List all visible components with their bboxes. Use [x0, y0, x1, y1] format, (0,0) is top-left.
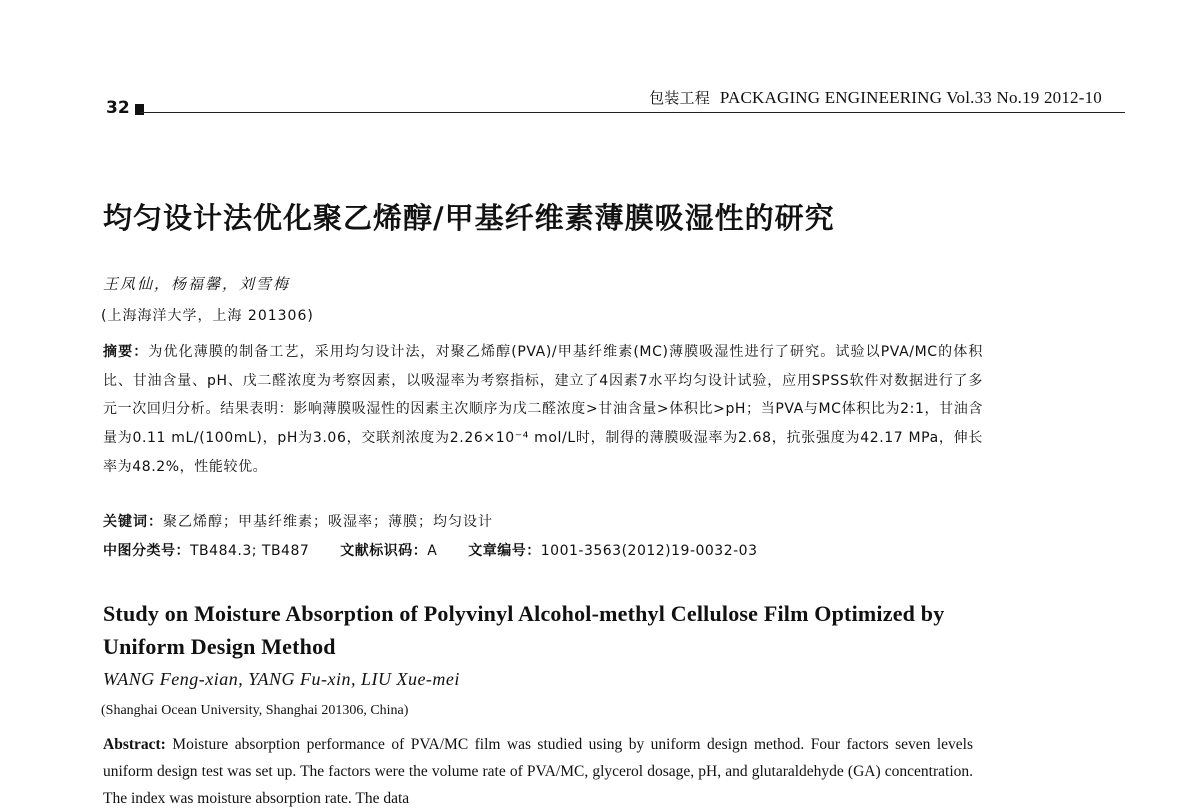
doc-code-label: 文献标识码： — [340, 543, 428, 559]
abstract-label-en: Abstract: — [103, 736, 166, 753]
article-no-label: 文章编号： — [468, 543, 541, 559]
doc-code-value: A — [427, 543, 438, 559]
clc-value: TB484.3; TB487 — [190, 543, 310, 559]
journal-info-en: PACKAGING ENGINEERING Vol.33 No.19 2012-10 — [719, 88, 1102, 107]
affiliation-en: (Shanghai Ocean University, Shanghai 201306, China) — [101, 703, 409, 718]
document-code — [340, 543, 442, 559]
authors-en: WANG Feng-xian, YANG Fu-xin, LIU Xue-mei — [103, 669, 460, 689]
article-no-value: 1001-3563(2012)19-0032-03 — [540, 543, 758, 559]
clc-label: 中图分类号： — [103, 543, 190, 559]
page-number: 32 — [106, 98, 130, 118]
keywords-label-cn: 关键词： — [103, 514, 163, 530]
clc-code — [103, 543, 314, 559]
affiliation-cn: (上海海洋大学，上海 201306) — [101, 308, 314, 324]
authors-cn: 王凤仙，杨福馨，刘雪梅 — [103, 275, 291, 293]
abstract-text-en: Moisture absorption performance of PVA/MC film was studied using by uniform design method. Four factors seven levels uniform design test was set up. The factors were the volume rate of PVA/MC, glycerol dosage, pH, and glutaraldehyde (GA) concentration. The index was moisture absorption rate. The data — [103, 736, 974, 807]
header-rule — [140, 112, 1125, 113]
paper-title-en: Study on Moisture Absorption of Polyvinyl Alcohol-methyl Cellulose Film Optimized by Uniform Design Method — [103, 601, 945, 659]
page-marker — [135, 104, 144, 115]
journal-name-cn: 包装工程 — [649, 89, 710, 107]
abstract-cn — [103, 338, 983, 482]
paper-title-cn: 均匀设计法优化聚乙烯醇/甲基纤维素薄膜吸湿性的研究 — [103, 201, 835, 235]
abstract-text-cn: 为优化薄膜的制备工艺，采用均匀设计法，对聚乙烯醇(PVA)/甲基纤维素(MC)薄膜吸湿性进行了研究。试验以PVA/MC的体积比、甘油含量、pH、戊二醛浓度为考察因素，以吸湿率为考察指标，建立了4因素7水平均匀设计试验，应用SPSS软件对数据进行了多元一次回归分析。结果表明：影响薄膜吸湿性的因素主次顺序为戊二醛浓度>甘油含量>体积比>pH；当PVA与MC体积比为2:1，甘油含量为0.11 mL/(100mL)，pH为3.06，交联剂浓度为2.26×10⁻⁴ mol/L时，制得的薄膜吸湿率为2.68，抗张强度为42.17 MPa，伸长率为48.2%，性能较优。 — [103, 344, 983, 475]
keywords-text-cn: 聚乙烯醇；甲基纤维素；吸湿率；薄膜；均匀设计 — [163, 514, 493, 530]
running-header — [649, 87, 1102, 108]
abstract-en — [103, 731, 973, 812]
keywords-cn — [103, 511, 493, 531]
article-number — [468, 543, 757, 559]
classification-line — [103, 540, 784, 560]
abstract-label-cn: 摘要： — [103, 344, 149, 360]
